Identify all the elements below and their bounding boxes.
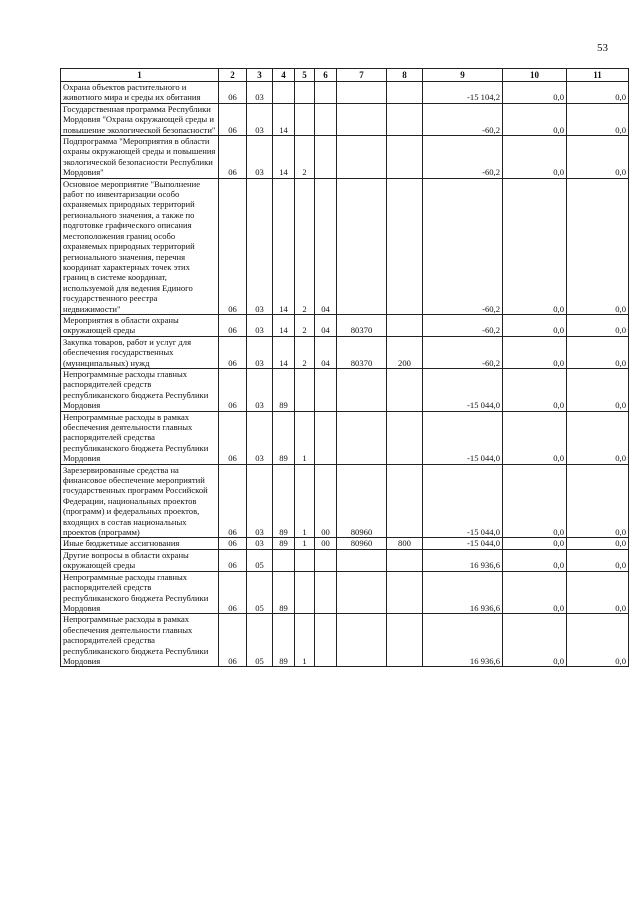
col-razdel: 06 bbox=[219, 178, 247, 314]
col-main-measure: 04 bbox=[315, 314, 337, 336]
col-razdel: 06 bbox=[219, 571, 247, 614]
col-program: 14 bbox=[273, 336, 295, 368]
col-subprogram: 1 bbox=[295, 538, 315, 549]
col-main-measure bbox=[315, 549, 337, 571]
row-name: Зарезервированные средства на финансовое обеспечение мероприятий государственных программ Российской Федерации, национальных проектов (программ) и федеральных проектов, входящих в состав национальных проектов (программ) bbox=[61, 464, 219, 538]
col-amount-2021: -15 044,0 bbox=[423, 538, 503, 549]
row-name: Непрограммные расходы главных распорядителей средств республиканского бюджета Республики Мордовия bbox=[61, 571, 219, 614]
col-program: 89 bbox=[273, 368, 295, 411]
table-row bbox=[61, 336, 629, 368]
col-program: 89 bbox=[273, 411, 295, 464]
col-program: 89 bbox=[273, 571, 295, 614]
col-amount-2021: -60,2 bbox=[423, 336, 503, 368]
col-main-measure bbox=[315, 103, 337, 135]
col-amount-2022: 0,0 bbox=[503, 103, 567, 135]
col-header: 2 bbox=[219, 69, 247, 82]
page-number: 53 bbox=[597, 42, 608, 54]
col-direction: 80370 bbox=[337, 336, 387, 368]
table-row bbox=[61, 571, 629, 614]
col-amount-2022: 0,0 bbox=[503, 411, 567, 464]
col-expense-type bbox=[387, 136, 423, 179]
col-amount-2021: -15 044,0 bbox=[423, 368, 503, 411]
row-name: Охрана объектов растительного и животного мира и среды их обитания bbox=[61, 82, 219, 104]
col-amount-2023: 0,0 bbox=[567, 314, 629, 336]
col-program: 14 bbox=[273, 103, 295, 135]
table-row bbox=[61, 368, 629, 411]
col-header: 1 bbox=[61, 69, 219, 82]
col-razdel: 06 bbox=[219, 549, 247, 571]
col-razdel: 06 bbox=[219, 336, 247, 368]
col-amount-2022: 0,0 bbox=[503, 82, 567, 104]
table-row bbox=[61, 538, 629, 549]
col-razdel: 06 bbox=[219, 411, 247, 464]
col-podrazdel: 03 bbox=[247, 368, 273, 411]
col-podrazdel: 05 bbox=[247, 571, 273, 614]
col-podrazdel: 05 bbox=[247, 614, 273, 667]
col-amount-2023: 0,0 bbox=[567, 538, 629, 549]
col-header: 7 bbox=[337, 69, 387, 82]
col-razdel: 06 bbox=[219, 368, 247, 411]
col-subprogram: 1 bbox=[295, 614, 315, 667]
table-row bbox=[61, 103, 629, 135]
col-amount-2021: 16 936,6 bbox=[423, 614, 503, 667]
col-razdel: 06 bbox=[219, 538, 247, 549]
table-row bbox=[61, 411, 629, 464]
col-direction: 80370 bbox=[337, 314, 387, 336]
col-subprogram: 2 bbox=[295, 178, 315, 314]
col-amount-2021: 16 936,6 bbox=[423, 571, 503, 614]
col-subprogram: 2 bbox=[295, 314, 315, 336]
col-amount-2022: 0,0 bbox=[503, 464, 567, 538]
col-amount-2023: 0,0 bbox=[567, 411, 629, 464]
col-program: 89 bbox=[273, 464, 295, 538]
table-row bbox=[61, 136, 629, 179]
col-program: 14 bbox=[273, 178, 295, 314]
col-header: 8 bbox=[387, 69, 423, 82]
col-direction bbox=[337, 549, 387, 571]
col-amount-2021: -15 104,2 bbox=[423, 82, 503, 104]
col-amount-2022: 0,0 bbox=[503, 336, 567, 368]
col-expense-type bbox=[387, 103, 423, 135]
col-podrazdel: 03 bbox=[247, 103, 273, 135]
col-expense-type bbox=[387, 314, 423, 336]
col-main-measure bbox=[315, 411, 337, 464]
col-podrazdel: 03 bbox=[247, 136, 273, 179]
col-razdel: 06 bbox=[219, 614, 247, 667]
col-amount-2021: -60,2 bbox=[423, 314, 503, 336]
col-subprogram: 2 bbox=[295, 336, 315, 368]
col-direction bbox=[337, 82, 387, 104]
col-subprogram: 1 bbox=[295, 411, 315, 464]
row-name: Мероприятия в области охраны окружающей среды bbox=[61, 314, 219, 336]
col-podrazdel: 03 bbox=[247, 82, 273, 104]
col-direction bbox=[337, 136, 387, 179]
col-amount-2022: 0,0 bbox=[503, 178, 567, 314]
col-expense-type: 200 bbox=[387, 336, 423, 368]
header-row bbox=[61, 69, 629, 82]
col-direction: 80960 bbox=[337, 538, 387, 549]
col-razdel: 06 bbox=[219, 82, 247, 104]
col-amount-2023: 0,0 bbox=[567, 549, 629, 571]
col-main-measure: 04 bbox=[315, 178, 337, 314]
col-amount-2021: -15 044,0 bbox=[423, 411, 503, 464]
col-amount-2022: 0,0 bbox=[503, 314, 567, 336]
col-header: 9 bbox=[423, 69, 503, 82]
col-amount-2023: 0,0 bbox=[567, 82, 629, 104]
col-program: 89 bbox=[273, 614, 295, 667]
col-header: 6 bbox=[315, 69, 337, 82]
row-name: Подпрограмма "Мероприятия в области охраны окружающей среды и повышения экологической безопасности Республики Мордовия" bbox=[61, 136, 219, 179]
col-expense-type bbox=[387, 82, 423, 104]
row-name: Непрограммные расходы главных распорядителей средств республиканского бюджета Республики Мордовия bbox=[61, 368, 219, 411]
col-direction bbox=[337, 103, 387, 135]
col-subprogram: 2 bbox=[295, 136, 315, 179]
col-direction bbox=[337, 411, 387, 464]
col-main-measure bbox=[315, 614, 337, 667]
table-row bbox=[61, 178, 629, 314]
col-header: 10 bbox=[503, 69, 567, 82]
table-row bbox=[61, 314, 629, 336]
col-expense-type bbox=[387, 549, 423, 571]
col-expense-type bbox=[387, 614, 423, 667]
col-razdel: 06 bbox=[219, 103, 247, 135]
col-podrazdel: 03 bbox=[247, 314, 273, 336]
col-subprogram bbox=[295, 103, 315, 135]
col-subprogram: 1 bbox=[295, 464, 315, 538]
col-amount-2022: 0,0 bbox=[503, 136, 567, 179]
table-row bbox=[61, 614, 629, 667]
col-expense-type bbox=[387, 368, 423, 411]
col-program: 14 bbox=[273, 136, 295, 179]
col-amount-2022: 0,0 bbox=[503, 368, 567, 411]
col-amount-2021: -60,2 bbox=[423, 136, 503, 179]
col-amount-2021: -60,2 bbox=[423, 178, 503, 314]
row-name: Непрограммные расходы в рамках обеспечения деятельности главных распорядителей средства республиканского бюджета Республики Мордовия bbox=[61, 614, 219, 667]
table-row bbox=[61, 82, 629, 104]
col-expense-type bbox=[387, 178, 423, 314]
col-program bbox=[273, 82, 295, 104]
col-program bbox=[273, 549, 295, 571]
col-main-measure bbox=[315, 368, 337, 411]
table-row bbox=[61, 549, 629, 571]
col-amount-2021: -60,2 bbox=[423, 103, 503, 135]
row-name: Основное мероприятие "Выполнение работ по инвентаризации особо охраняемых природных территорий регионального значения, а также по подготовке графического описания местоположения границ особо охраняемых природных территорий регионального значения, перечня координат характерных точек этих границ в системе координат, используемой для ведения Единого государственного реестра недвижимости" bbox=[61, 178, 219, 314]
col-main-measure: 00 bbox=[315, 464, 337, 538]
col-amount-2023: 0,0 bbox=[567, 614, 629, 667]
col-expense-type: 800 bbox=[387, 538, 423, 549]
col-amount-2023: 0,0 bbox=[567, 571, 629, 614]
col-header: 11 bbox=[567, 69, 629, 82]
col-amount-2022: 0,0 bbox=[503, 538, 567, 549]
col-amount-2022: 0,0 bbox=[503, 549, 567, 571]
col-podrazdel: 03 bbox=[247, 336, 273, 368]
col-main-measure: 04 bbox=[315, 336, 337, 368]
col-expense-type bbox=[387, 464, 423, 538]
col-direction bbox=[337, 614, 387, 667]
col-amount-2023: 0,0 bbox=[567, 103, 629, 135]
col-amount-2022: 0,0 bbox=[503, 571, 567, 614]
col-main-measure: 00 bbox=[315, 538, 337, 549]
col-razdel: 06 bbox=[219, 464, 247, 538]
col-razdel: 06 bbox=[219, 314, 247, 336]
col-podrazdel: 03 bbox=[247, 464, 273, 538]
col-amount-2023: 0,0 bbox=[567, 336, 629, 368]
col-podrazdel: 03 bbox=[247, 538, 273, 549]
table-row bbox=[61, 464, 629, 538]
col-amount-2023: 0,0 bbox=[567, 464, 629, 538]
row-name: Государственная программа Республики Мордовия "Охрана окружающей среды и повышение экологической безопасности" bbox=[61, 103, 219, 135]
row-name: Другие вопросы в области охраны окружающей среды bbox=[61, 549, 219, 571]
budget-table bbox=[60, 68, 629, 667]
col-razdel: 06 bbox=[219, 136, 247, 179]
col-expense-type bbox=[387, 571, 423, 614]
row-name: Закупка товаров, работ и услуг для обеспечения государственных (муниципальных) нужд bbox=[61, 336, 219, 368]
col-main-measure bbox=[315, 82, 337, 104]
col-amount-2021: 16 936,6 bbox=[423, 549, 503, 571]
col-header: 4 bbox=[273, 69, 295, 82]
col-amount-2023: 0,0 bbox=[567, 178, 629, 314]
col-header: 3 bbox=[247, 69, 273, 82]
col-expense-type bbox=[387, 411, 423, 464]
col-direction bbox=[337, 178, 387, 314]
col-amount-2023: 0,0 bbox=[567, 368, 629, 411]
col-amount-2021: -15 044,0 bbox=[423, 464, 503, 538]
col-direction bbox=[337, 368, 387, 411]
col-program: 14 bbox=[273, 314, 295, 336]
col-subprogram bbox=[295, 82, 315, 104]
col-header: 5 bbox=[295, 69, 315, 82]
col-subprogram bbox=[295, 368, 315, 411]
col-subprogram bbox=[295, 571, 315, 614]
col-amount-2022: 0,0 bbox=[503, 614, 567, 667]
col-amount-2023: 0,0 bbox=[567, 136, 629, 179]
row-name: Непрограммные расходы в рамках обеспечения деятельности главных распорядителей средства республиканского бюджета Республики Мордовия bbox=[61, 411, 219, 464]
col-main-measure bbox=[315, 136, 337, 179]
col-podrazdel: 03 bbox=[247, 178, 273, 314]
col-main-measure bbox=[315, 571, 337, 614]
col-direction bbox=[337, 571, 387, 614]
col-direction: 80960 bbox=[337, 464, 387, 538]
row-name: Иные бюджетные ассигнования bbox=[61, 538, 219, 549]
col-program: 89 bbox=[273, 538, 295, 549]
col-podrazdel: 05 bbox=[247, 549, 273, 571]
col-podrazdel: 03 bbox=[247, 411, 273, 464]
col-subprogram bbox=[295, 549, 315, 571]
